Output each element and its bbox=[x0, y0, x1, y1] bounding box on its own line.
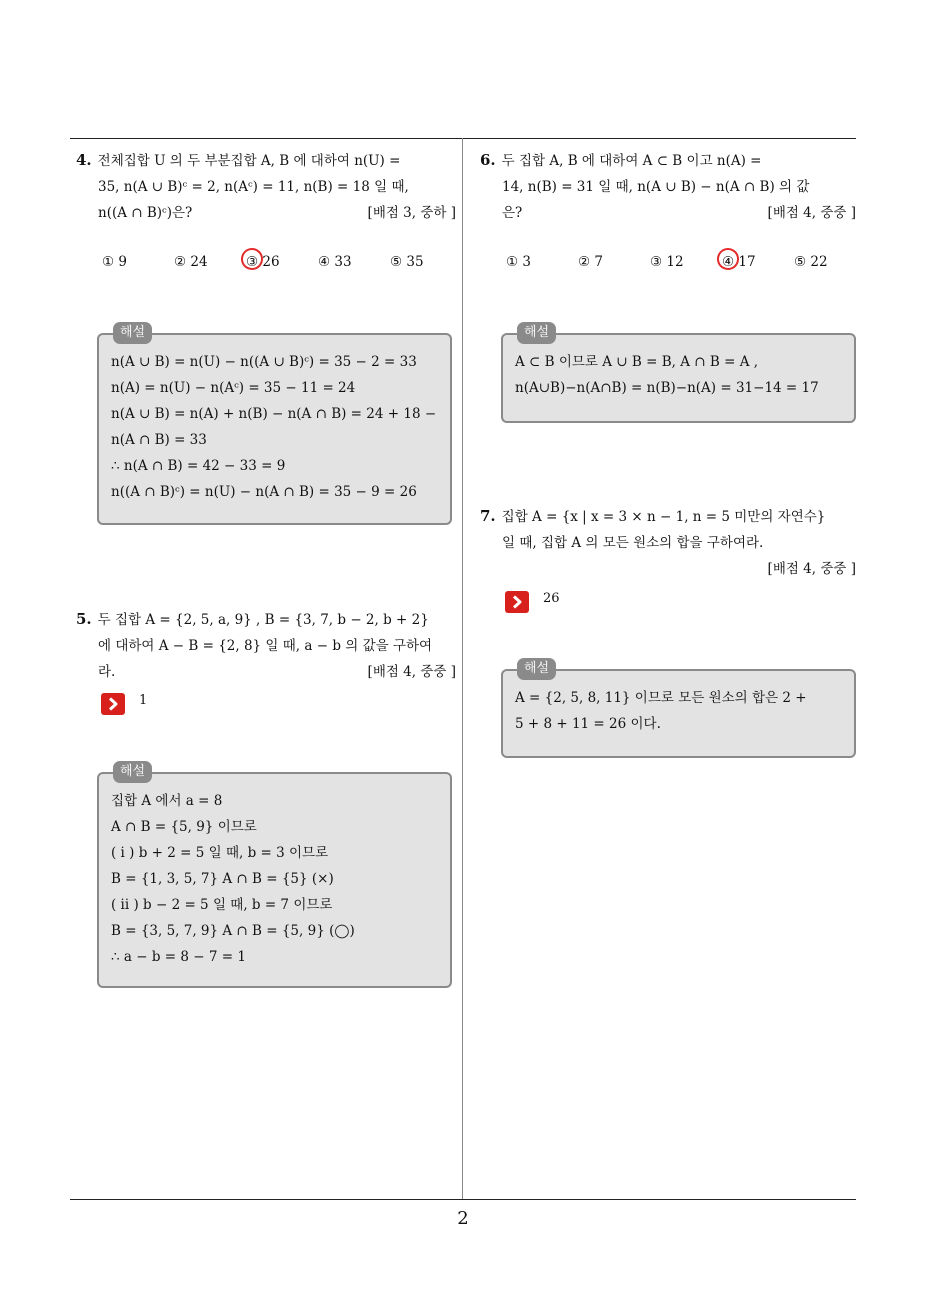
choice-5[interactable]: ⑤ 22 bbox=[794, 254, 828, 270]
solution-label: 해설 bbox=[113, 322, 152, 344]
solution-line: B = {3, 5, 7, 9} A ∩ B = {5, 9} (◯) bbox=[111, 923, 355, 939]
choice-4[interactable]: ④ 17 bbox=[722, 254, 794, 270]
solution-line: n(A ∪ B) = n(U) − n((A ∪ B)ᶜ) = 35 − 2 = 33 bbox=[111, 354, 417, 370]
question-7 bbox=[480, 503, 856, 582]
solution-line: 집합 A 에서 a = 8 bbox=[111, 793, 223, 809]
column-divider bbox=[462, 138, 463, 1200]
solution-line: n(A ∪ B) = n(A) + n(B) − n(A ∩ B) = 24 + 18 − bbox=[111, 406, 437, 422]
question-text-line: 일 때, 집합 A 의 모든 원소의 합을 구하여라. bbox=[502, 535, 764, 551]
solution-box-q7 bbox=[501, 661, 856, 758]
question-text-line: 두 집합 A = {2, 5, a, 9} , B = {3, 7, b − 2, b + 2} bbox=[97, 612, 429, 628]
answer-q5 bbox=[101, 693, 147, 715]
solution-line: A ⊂ B 이므로 A ∪ B = B, A ∩ B = A , bbox=[515, 354, 759, 370]
score-label: [배점 3, 중하 ] bbox=[367, 205, 456, 221]
question-text-line: 라. bbox=[98, 664, 116, 680]
question-text-line: n((A ∩ B)ᶜ)은? bbox=[98, 205, 193, 221]
solution-box-q6 bbox=[501, 325, 856, 423]
choice-4[interactable]: ④ 33 bbox=[318, 254, 352, 270]
answer-value: 26 bbox=[543, 591, 560, 606]
question-number: 6. bbox=[480, 151, 496, 169]
solution-line: ∴ n(A ∩ B) = 42 − 33 = 9 bbox=[111, 458, 286, 474]
choice-1[interactable]: ① 3 bbox=[506, 254, 531, 270]
solution-line: ∴ a − b = 8 − 7 = 1 bbox=[111, 949, 246, 965]
page-number: 2 bbox=[457, 1208, 469, 1229]
top-rule bbox=[70, 138, 856, 139]
question-number: 7. bbox=[480, 507, 496, 525]
question-4 bbox=[76, 147, 456, 226]
solution-line: n(A∪B)−n(A∩B) = n(B)−n(A) = 31−14 = 17 bbox=[515, 380, 819, 396]
solution-line: 5 + 8 + 11 = 26 이다. bbox=[515, 716, 661, 732]
question-text-line: 집합 A = {x | x = 3 × n − 1, n = 5 미만의 자연수} bbox=[501, 509, 826, 525]
question-text-line: 에 대하여 A − B = {2, 8} 일 때, a − b 의 값을 구하여 bbox=[98, 638, 433, 654]
solution-label: 해설 bbox=[517, 322, 556, 344]
choice-1[interactable]: ① 9 bbox=[102, 254, 127, 270]
solution-line: n(A ∩ B) = 33 bbox=[111, 432, 207, 448]
question-text-line: 14, n(B) = 31 일 때, n(A ∪ B) − n(A ∩ B) 의 값 bbox=[502, 179, 810, 195]
score-label: [배점 4, 중중 ] bbox=[767, 561, 856, 577]
score-label: [배점 4, 중중 ] bbox=[367, 664, 456, 680]
solution-line: B = {1, 3, 5, 7} A ∩ B = {5} (×) bbox=[111, 871, 334, 887]
solution-label: 해설 bbox=[517, 658, 556, 680]
solution-label: 해설 bbox=[113, 761, 152, 783]
question-5 bbox=[76, 606, 456, 685]
score-label: [배점 4, 중중 ] bbox=[767, 205, 856, 221]
choice-3[interactable]: ③ 12 bbox=[650, 254, 684, 270]
choice-2[interactable]: ② 24 bbox=[174, 254, 208, 270]
question-number: 4. bbox=[76, 151, 92, 169]
question-number: 5. bbox=[76, 610, 92, 628]
choice-5[interactable]: ⑤ 35 bbox=[390, 254, 424, 270]
answer-value: 1 bbox=[139, 693, 148, 708]
choice-3[interactable]: ③ 26 bbox=[246, 254, 318, 270]
solution-box-q4 bbox=[97, 325, 452, 525]
choice-2[interactable]: ② 7 bbox=[578, 254, 603, 270]
solution-line: ( ii ) b − 2 = 5 일 때, b = 7 이므로 bbox=[111, 897, 333, 913]
choices-q4 bbox=[102, 254, 462, 270]
answer-q7 bbox=[505, 591, 560, 613]
solution-line: n((A ∩ B)ᶜ) = n(U) − n(A ∩ B) = 35 − 9 = 26 bbox=[111, 484, 417, 500]
solution-line: A = {2, 5, 8, 11} 이므로 모든 원소의 합은 2 + bbox=[515, 690, 807, 706]
question-text-line: 두 집합 A, B 에 대하여 A ⊂ B 이고 n(A) = bbox=[501, 153, 762, 169]
solution-line: n(A) = n(U) − n(Aᶜ) = 35 − 11 = 24 bbox=[111, 380, 356, 396]
chevron-right-icon bbox=[505, 591, 529, 613]
question-text-line: 35, n(A ∪ B)ᶜ = 2, n(Aᶜ) = 11, n(B) = 18 일 때, bbox=[98, 179, 409, 195]
solution-box-q5 bbox=[97, 764, 452, 988]
choices-q6 bbox=[506, 254, 866, 270]
question-text-line: 전체집합 U 의 두 부분집합 A, B 에 대하여 n(U) = bbox=[97, 153, 401, 169]
chevron-right-icon bbox=[101, 693, 125, 715]
bottom-rule bbox=[70, 1199, 856, 1200]
solution-line: A ∩ B = {5, 9} 이므로 bbox=[111, 819, 257, 835]
question-text-line: 은? bbox=[502, 205, 523, 221]
question-6 bbox=[480, 147, 856, 226]
solution-line: ( i ) b + 2 = 5 일 때, b = 3 이므로 bbox=[111, 845, 329, 861]
